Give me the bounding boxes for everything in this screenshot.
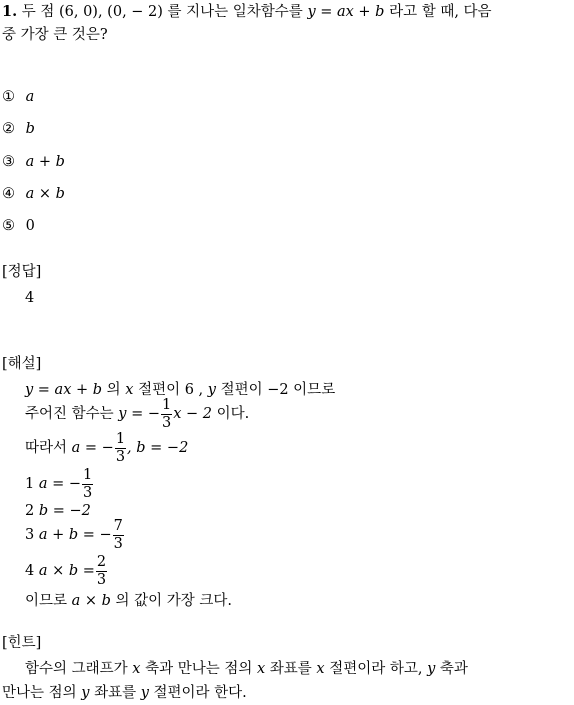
fraction-numerator: 1: [115, 431, 126, 447]
question-text-a: 두 점 (6, 0), (0, − 2) 를 지나는 일차함수를: [21, 4, 303, 20]
question-number: 1.: [2, 3, 18, 20]
math-expr: , b = −2: [127, 440, 189, 456]
choice-marker: ②: [2, 121, 15, 137]
math-var: x: [256, 661, 266, 677]
choice-text: a: [25, 89, 35, 105]
text: 좌표를: [94, 685, 137, 701]
question-line-2: 중 가장 큰 것은?: [2, 27, 108, 43]
fraction-numerator: 1: [83, 467, 93, 483]
explanation-line-2: [25, 398, 249, 430]
choice-4[interactable]: [2, 187, 65, 202]
choice-marker: ③: [2, 154, 15, 170]
text: 절편이라 한다.: [153, 685, 247, 701]
step-number: 3: [25, 527, 35, 543]
text: 이다.: [216, 406, 250, 422]
choice-text: 0: [25, 218, 35, 234]
step-number: 1: [25, 476, 35, 492]
math-var: x: [132, 661, 141, 677]
choice-marker: ⑤: [2, 218, 15, 234]
explanation-line-3: [25, 432, 188, 464]
text: 의: [106, 382, 121, 398]
math-var: y: [207, 382, 216, 398]
fraction-numerator: 1: [161, 397, 172, 413]
fraction-denominator: 3: [115, 448, 126, 465]
fraction: [113, 519, 124, 551]
text: 축과: [439, 661, 468, 677]
explanation-step-1: [25, 468, 94, 500]
fraction-denominator: 3: [83, 484, 93, 501]
text: 따라서: [25, 440, 68, 456]
question-text-b: 라고 할 때, 다음: [389, 4, 492, 20]
text: 주어진 함수는: [25, 406, 114, 422]
choice-text: a + b: [25, 154, 65, 170]
choice-5[interactable]: [2, 219, 35, 234]
math-var: y: [140, 685, 149, 701]
text: 함수의 그래프가: [25, 661, 128, 677]
fraction-denominator: 3: [96, 571, 107, 588]
math-expr: a = −: [71, 440, 114, 456]
answer-label: [정답]: [2, 264, 42, 280]
choice-marker: ①: [2, 89, 15, 105]
fraction-numerator: 7: [113, 518, 123, 534]
answer-value: 4: [25, 290, 35, 306]
explanation-step-2: [25, 504, 91, 519]
math-expr: y = −: [118, 406, 160, 422]
fraction-denominator: 3: [113, 535, 123, 552]
text: 만나는 점의: [2, 685, 77, 701]
choice-text: b: [25, 121, 35, 137]
fraction: [96, 555, 107, 587]
math-var: x: [316, 661, 325, 677]
choice-3[interactable]: [2, 155, 65, 170]
text: 절편이라 하고,: [329, 661, 423, 677]
math-expr: b = −2: [38, 503, 91, 519]
math-var: y: [427, 661, 436, 677]
math-expr: a × b: [71, 593, 111, 609]
math-expr: y = ax + b: [25, 382, 103, 398]
choice-1[interactable]: [2, 90, 34, 105]
fraction-denominator: 3: [161, 414, 172, 431]
hint-line-2: [2, 686, 247, 701]
choice-2[interactable]: [2, 122, 35, 137]
question-equation: y = ax + b: [307, 4, 385, 20]
math-expr: a + b = −: [38, 527, 112, 543]
explanation-conclusion: [25, 594, 232, 609]
fraction: [161, 398, 172, 430]
fraction: [82, 468, 93, 500]
text: 절편이 −2 이므로: [220, 382, 336, 398]
hint-line-1: [25, 662, 468, 677]
text: 축과 만나는 점의: [145, 661, 253, 677]
text: 의 값이 가장 크다.: [115, 593, 233, 609]
fraction: [115, 432, 126, 464]
step-number: 2: [25, 503, 35, 519]
question-line-1: [2, 5, 492, 20]
text: 절편이 6 ,: [138, 382, 204, 398]
choice-text: a × b: [25, 186, 65, 202]
math-var: x: [125, 382, 134, 398]
fraction-numerator: 2: [96, 554, 107, 570]
text: 이므로: [25, 593, 68, 609]
text: 좌표를: [269, 661, 312, 677]
hint-label: [힌트]: [2, 635, 42, 651]
explanation-label: [해설]: [2, 356, 42, 372]
math-var: y: [81, 685, 90, 701]
explanation-step-3: [25, 519, 125, 551]
math-expr: a = −: [38, 476, 82, 492]
math-expr: a × b =: [38, 563, 95, 579]
math-expr: x − 2: [173, 406, 212, 422]
step-number: 4: [25, 563, 35, 579]
explanation-step-4: [25, 555, 108, 587]
choice-marker: ④: [2, 186, 15, 202]
explanation-line-1: [25, 383, 335, 398]
